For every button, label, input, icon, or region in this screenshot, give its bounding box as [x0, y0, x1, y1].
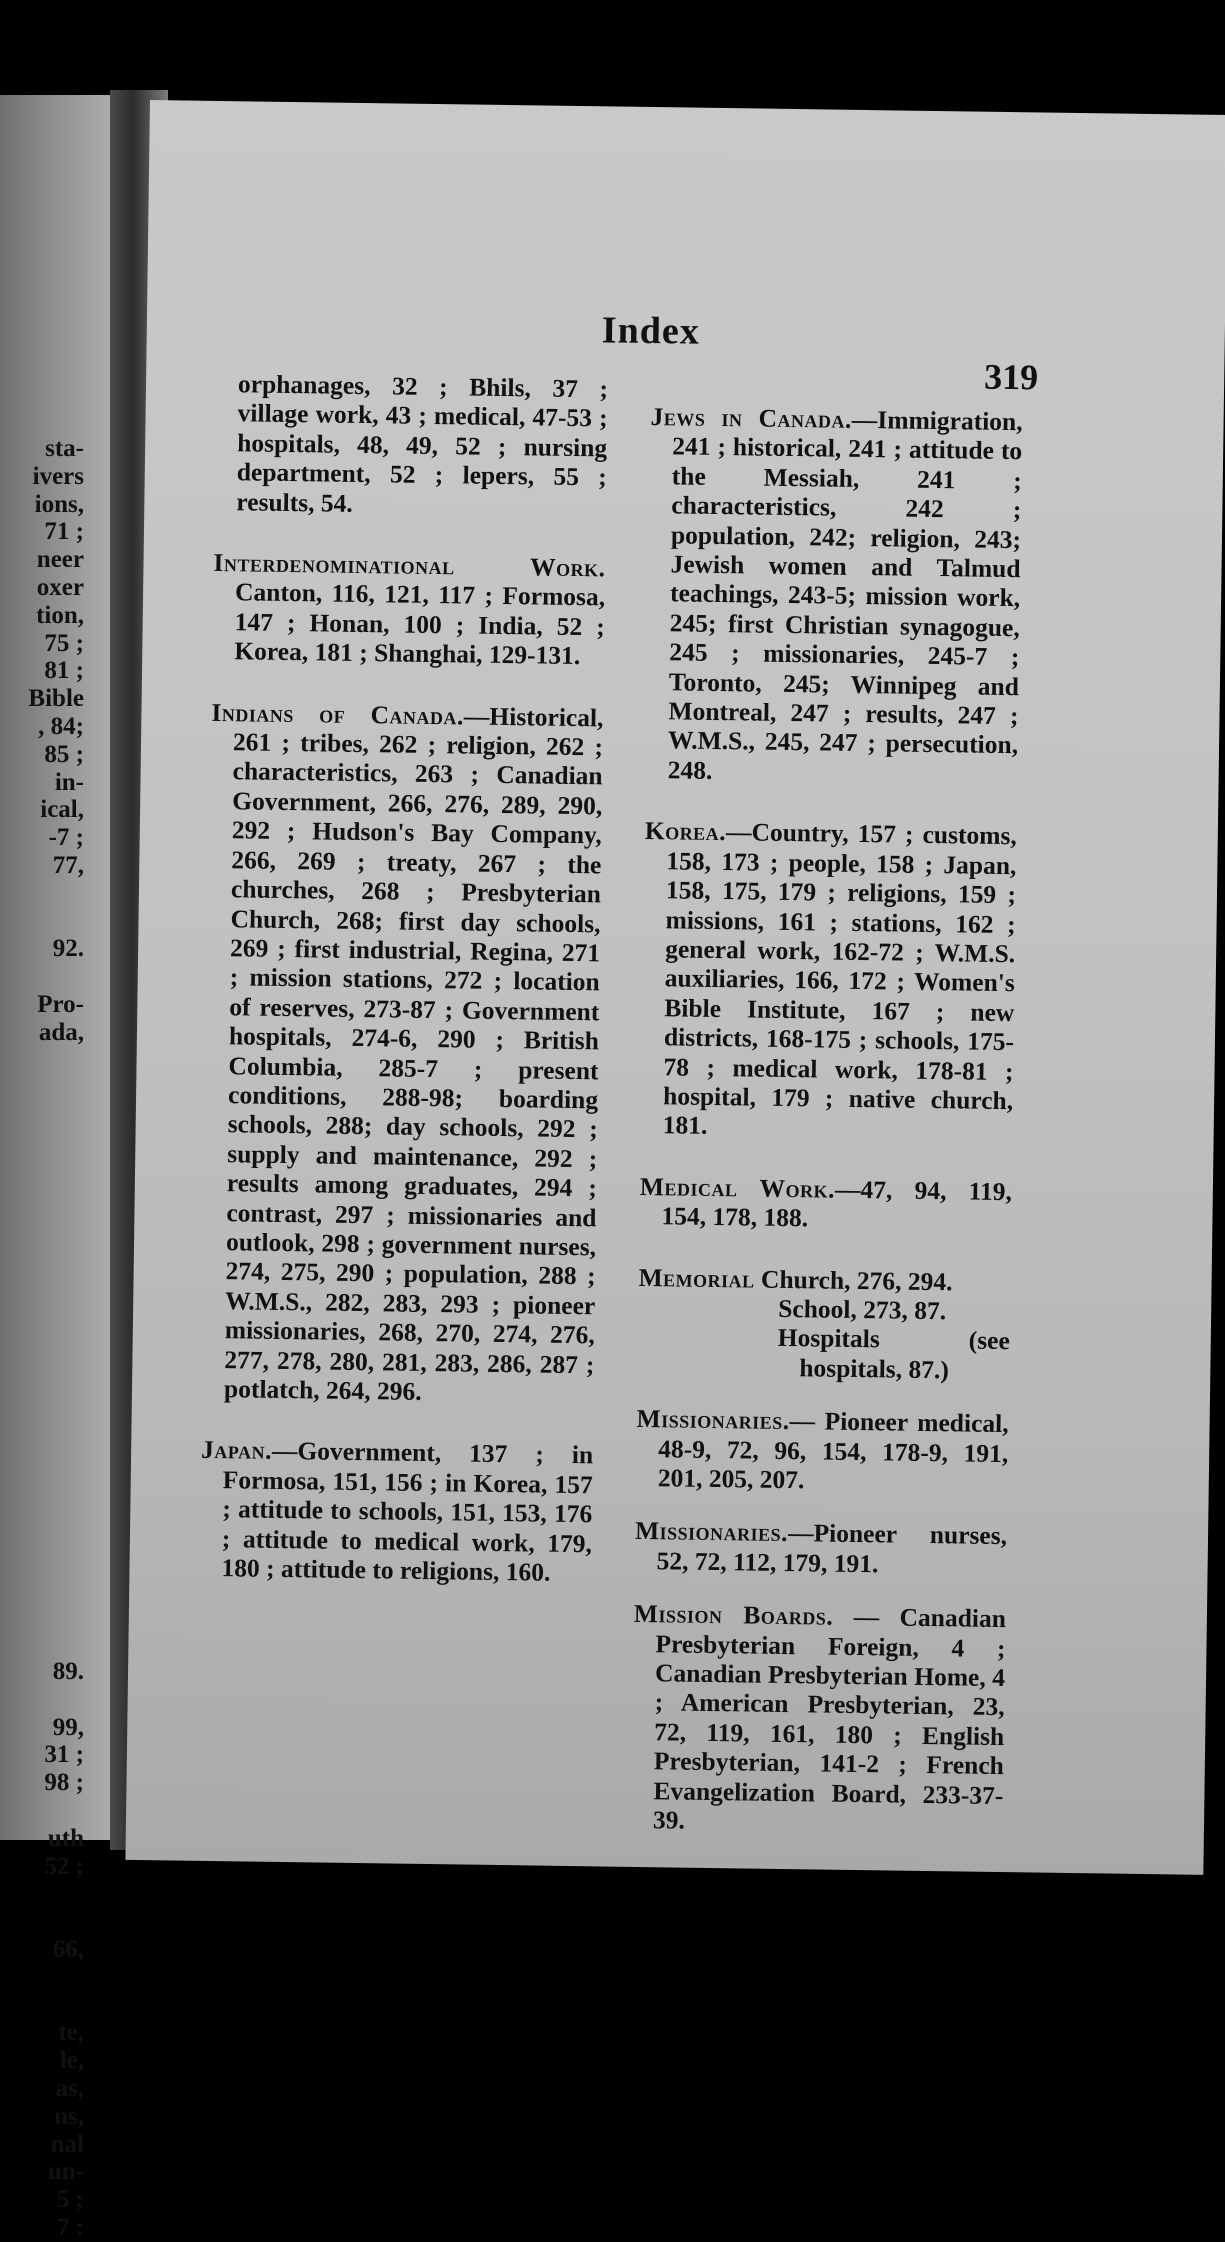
fragment-line: , 84;: [38, 712, 84, 740]
index-entry: [212, 548, 606, 671]
fragment-line: nal: [50, 2130, 84, 2158]
fragment-line: as,: [55, 2075, 84, 2103]
fragment-line: le,: [59, 2047, 84, 2075]
fragment-line: [0, 1130, 84, 1158]
fragment-line: [0, 1380, 84, 1408]
entry-text: orphanages, 32 ; Bhils, 37 ; village work, 43 ; medical, 47-53 ; hospitals, 48, 49, 52 ; nursing department, 52 ; lepers, 55 ; results, 54.: [236, 369, 609, 518]
fragment-line: 98 ;: [44, 1769, 84, 1797]
fragment-line: 71 ;: [44, 518, 84, 546]
fragment-line: [0, 1630, 84, 1658]
index-entry: [637, 1263, 1011, 1386]
entry-text: —Country, 157 ; customs, 158, 173 ; people, 158 ; Japan, 158, 175, 179 ; religions, 159 ; missions, 161 ; stations, 162 ; general work, 162-72 ; W.M.S. auxiliaries, 166, 172 ; Women's Bible Institute, 167 ; new districts, 168-175 ; schools, 175-78 ; medical work, 178-81 ; hospital, 179 ; native church, 181.: [662, 817, 1018, 1141]
fragment-line: [0, 1297, 84, 1325]
fragment-line: un-: [47, 2158, 84, 2186]
previous-page-text: [0, 435, 84, 2242]
entry-heading: Memorial: [638, 1262, 755, 1294]
entry-text: — Canadian Presbyterian Foreign, 4 ; Canadian Presbyterian Home, 4 ; American Presbyterian, 23, 72, 119, 161, 180 ; English Presbyterian, 141-2 ; French Evangelization Board, 233-37-39.: [652, 1602, 1007, 1835]
fragment-line: [0, 1186, 84, 1214]
fragment-line: oxer: [36, 573, 84, 601]
index-entry: [636, 1404, 1009, 1497]
index-entry: [634, 1516, 1007, 1580]
fragment-line: [0, 1074, 84, 1102]
index-entry: [202, 698, 604, 1409]
entry-heading: Interdenominational Work.: [213, 547, 606, 583]
fragment-line: 52 ;: [44, 1852, 84, 1880]
entry-text: Canton, 116, 121, 117 ; Formosa, 147 ; Honan, 100 ; India, 52 ; Korea, 181 ; Shanghai, 129-131.: [234, 577, 606, 671]
fragment-line: [0, 1352, 84, 1380]
fragment-line: 99,: [52, 1713, 84, 1741]
fragment-line: [0, 1491, 84, 1519]
fragment-line: [0, 1880, 84, 1908]
index-entry: [645, 402, 1022, 789]
fragment-line: ivers: [32, 462, 84, 490]
entry-text: —Government, 137 ; in Formosa, 151, 156 ; in Korea, 157 ; attitude to schools, 151, 153, 176 ; attitude to medical work, 179, 180 ; attitude to religions, 160.: [221, 1436, 594, 1587]
entry-text: — Pioneer medical, 48-9, 72, 96, 154, 178-9, 191, 201, 205, 207.: [657, 1406, 1009, 1495]
entry-subline: Hospitals (see hospitals, 87.): [777, 1323, 1010, 1385]
entry-text: Church, 276, 294.: [760, 1264, 953, 1296]
fragment-line: ical,: [40, 796, 84, 824]
fragment-line: 31 ;: [44, 1741, 84, 1769]
fragment-line: [0, 1213, 84, 1241]
page-number: 319: [983, 356, 1039, 398]
fragment-line: [0, 1797, 84, 1825]
fragment-line: [0, 1463, 84, 1491]
fragment-line: [0, 1547, 84, 1575]
fragment-line: te,: [58, 2019, 84, 2047]
fragment-line: [0, 1686, 84, 1714]
fragment-line: sta-: [45, 435, 84, 462]
fragment-line: ions,: [34, 490, 84, 518]
fragment-line: [0, 963, 84, 991]
fragment-line: [0, 1269, 84, 1297]
index-column-left: [199, 369, 608, 1620]
fragment-line: [0, 1102, 84, 1130]
fragment-line: 66,: [52, 1936, 84, 1964]
index-entry: [199, 1435, 593, 1587]
fragment-line: [0, 1602, 84, 1630]
fragment-line: [0, 1408, 84, 1436]
index-column-right: [630, 402, 1022, 1872]
fragment-line: [0, 1158, 84, 1186]
fragment-line: [0, 1436, 84, 1464]
fragment-line: 89.: [52, 1658, 84, 1686]
fragment-line: in-: [54, 768, 84, 796]
fragment-line: -7 ;: [48, 824, 84, 852]
fragment-line: 7 :: [56, 2214, 84, 2241]
fragment-line: [0, 880, 84, 908]
index-entry: [641, 816, 1017, 1145]
fragment-line: Bible: [28, 685, 84, 713]
fragment-line: 77,: [52, 851, 84, 879]
entry-text: —Immigration, 241 ; historical, 241 ; attitude to the Messiah, 241 ; characteristics, 242 ; population, 242; religion, 243; Jewish women and Talmud teachings, 243-5; mission work, 245; first Christian synagogue, 245 ; missionaries, 245-7 ; Toronto, 245; Winnipeg and Montreal, 247 ; results, 247 ; W.M.S., 245, 247 ; persecution, 248.: [667, 404, 1023, 785]
index-entry: [214, 369, 608, 521]
entry-heading: Indians of Canada.: [211, 697, 465, 731]
fragment-line: [0, 1992, 84, 2020]
fragment-line: 92.: [52, 935, 84, 963]
entry-text: —Historical, 261 ; tribes, 262 ; religion, 262 ; characteristics, 263 ; Canadian Government, 266, 276, 289, 290, 292 ; Hudson's Bay Company, 266, 269 ; treaty, 267 ; the churches, 268 ; Presbyterian Church, 268; first day schools, 269 ; first industrial, Regina, 271 ; mission stations, 272 ; location of reserves, 273-87 ; Government hospitals, 274-6, 290 ; British Columbia, 285-7 ; present conditions, 288-98; boarding schools, 288; day schools, 292 ; supply and maintenance, 292 ; results among graduates, 294 ; contrast, 297 ; missionaries and outlook, 298 ; government nurses, 274, 275, 290 ; population, 288 ; W.M.S., 282, 283, 293 ; pioneer missionaries, 268, 270, 274, 276, 277, 278, 280, 281, 283, 286, 287 ; potlatch, 264, 296.: [223, 701, 604, 1406]
entry-heading: Medical Work.: [639, 1171, 836, 1204]
index-page: [125, 100, 1225, 1875]
entry-heading: Mission Boards.: [633, 1599, 834, 1631]
fragment-line: [0, 1908, 84, 1936]
index-entry: [639, 1172, 1012, 1236]
fragment-line: [0, 908, 84, 936]
fragment-line: [0, 1519, 84, 1547]
page-title: Index: [601, 309, 701, 353]
entry-text: —Pioneer nurses, 52, 72, 112, 179, 191.: [656, 1518, 1008, 1579]
fragment-line: 75 ;: [44, 629, 84, 657]
fragment-line: 5 ;: [56, 2186, 84, 2214]
fragment-line: tion,: [36, 601, 84, 629]
fragment-line: [0, 1575, 84, 1603]
entry-subline: School, 273, 87.: [777, 1293, 947, 1326]
entry-heading: Korea.: [644, 816, 727, 847]
fragment-line: 81 ;: [44, 657, 84, 685]
entry-heading: Missionaries.: [634, 1516, 789, 1548]
fragment-line: ns,: [54, 2102, 84, 2130]
fragment-line: neer: [36, 546, 84, 574]
fragment-line: Pro-: [37, 990, 84, 1018]
fragment-line: [0, 1047, 84, 1075]
entry-text: —47, 94, 119, 154, 178, 188.: [661, 1174, 1013, 1233]
entry-heading: Japan.: [200, 1435, 273, 1466]
index-entry: [631, 1599, 1006, 1839]
fragment-line: 85 ;: [44, 740, 84, 768]
fragment-line: [0, 1241, 84, 1269]
fragment-line: uth: [47, 1824, 84, 1852]
entry-heading: Jews in Canada.: [650, 402, 853, 434]
fragment-line: ada,: [38, 1018, 84, 1046]
entry-heading: Missionaries.: [636, 1404, 790, 1436]
fragment-line: [0, 1325, 84, 1353]
fragment-line: [0, 1964, 84, 1992]
